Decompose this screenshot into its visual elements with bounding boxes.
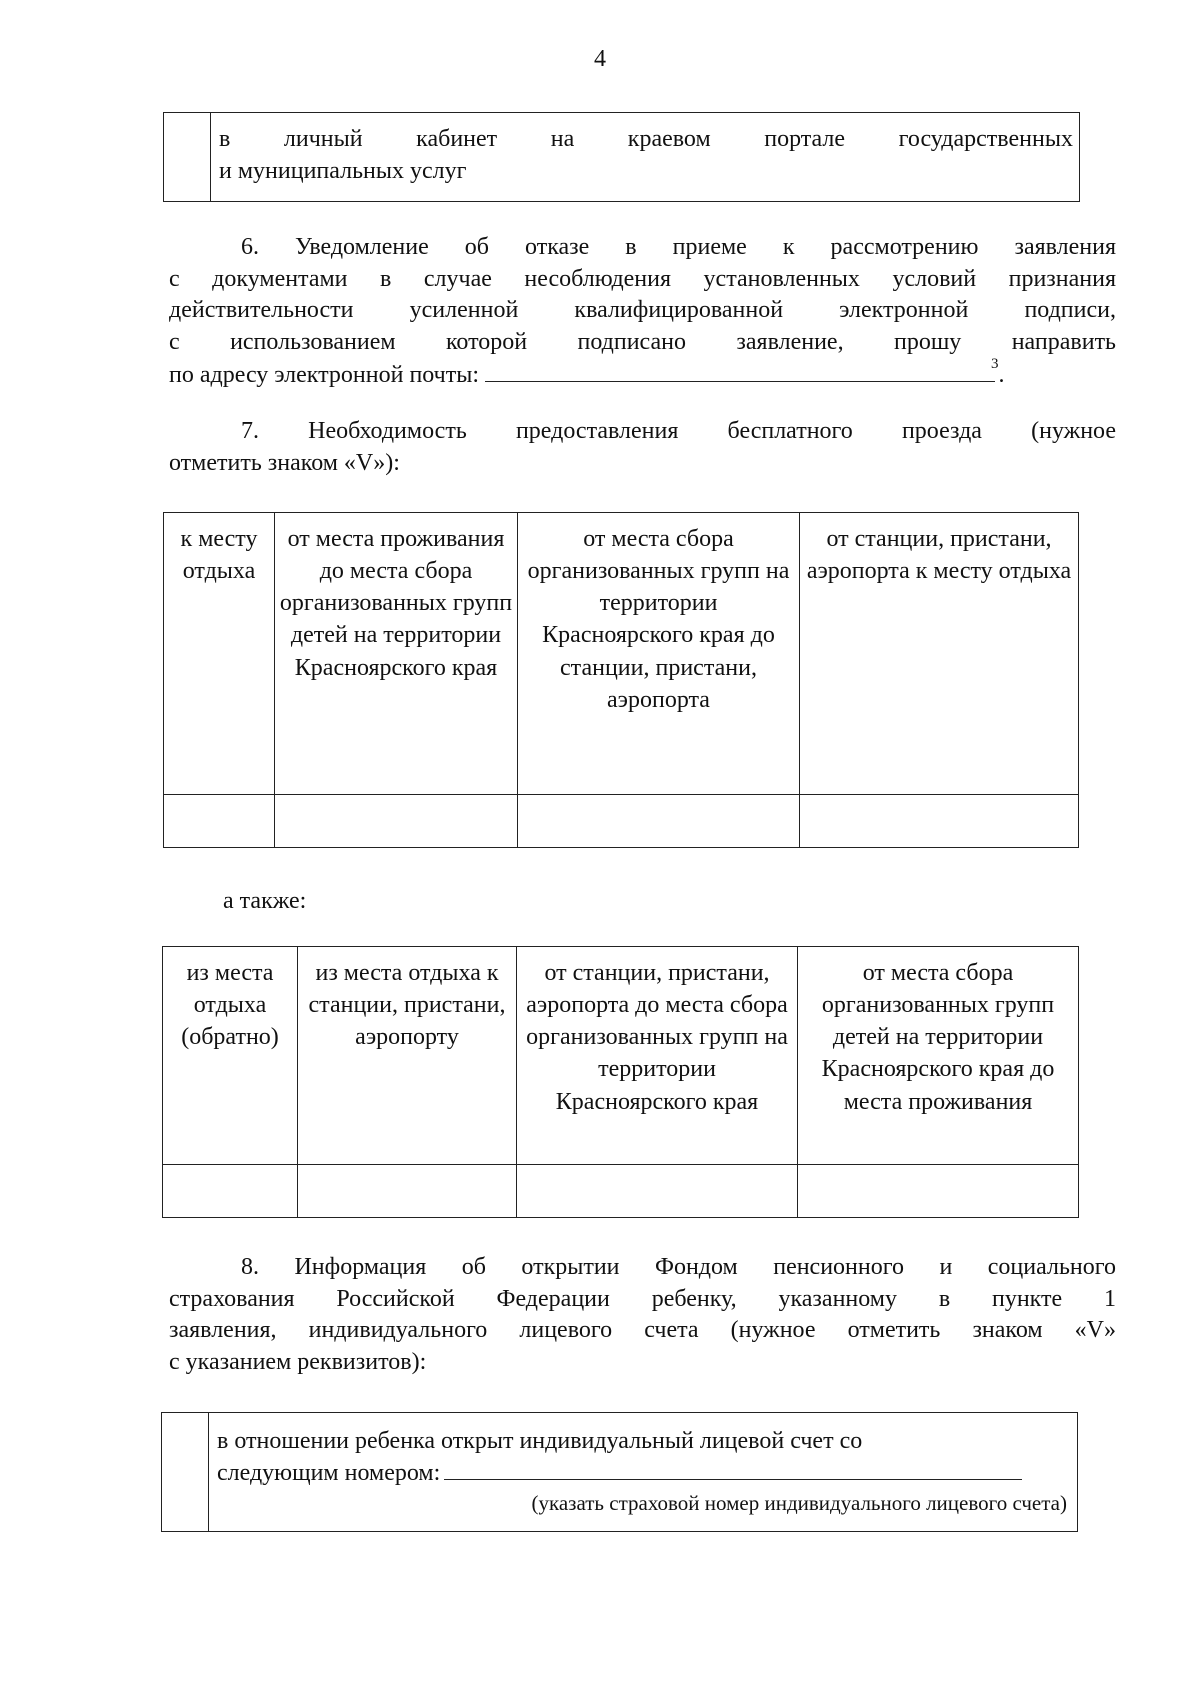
header-rest-to-station: из места отдыха к станции, пристани, аэропорту (298, 947, 517, 1165)
checkbox-station-to-rest-place[interactable] (800, 795, 1079, 848)
checkbox-to-rest-place[interactable] (164, 795, 275, 848)
account-checkbox-cell[interactable] (162, 1413, 209, 1532)
portal-option-line-2: и муниципальных услуг (219, 158, 467, 185)
section-8-line: с указанием реквизитов): (169, 1349, 427, 1376)
section-8-line: 8. Информация об открытии Фондом пенсионного и социального (241, 1254, 1116, 1280)
header-home-to-gathering: от места проживания до места сбора организованных групп детей на территории Красноярского края (275, 513, 518, 795)
travel-to-table (163, 512, 1079, 848)
header-station-to-rest-place: от станции, пристани, аэропорта к месту отдыха (800, 513, 1079, 795)
header-station-to-gathering: от станции, пристани, аэропорта до места сбора организованных групп на территории Красноярского края (517, 947, 798, 1165)
header-to-rest-place: к месту отдыха (164, 513, 275, 795)
page-number: 4 (594, 46, 606, 72)
checkbox-station-to-gathering[interactable] (517, 1165, 798, 1218)
header-gathering-to-home: от места сбора организованных групп детей на территории Красноярского края до места проживания (798, 947, 1079, 1165)
section-7-line: 7. Необходимость предоставления бесплатного проезда (нужное (241, 418, 1116, 444)
checkbox-rest-to-station[interactable] (298, 1165, 517, 1218)
footnote-marker: 3 (991, 355, 999, 372)
also-label: а также: (223, 888, 307, 914)
header-gathering-to-station: от места сбора организованных групп на территории Красноярского края до станции, пристани, аэропорта (518, 513, 800, 795)
checkbox-gathering-to-station[interactable] (518, 795, 800, 848)
account-option-line-1: в отношении ребенка открыт индивидуальный лицевой счет со (217, 1428, 863, 1454)
section-7-line: отметить знаком «V»): (169, 449, 400, 476)
section-6-line: с документами в случае несоблюдения установленных условий признания (169, 265, 1116, 292)
portal-option-table (163, 112, 1080, 202)
account-option-table (161, 1412, 1078, 1532)
account-number-caption: (указать страховой номер индивидуального лицевого счета) (531, 1491, 1067, 1516)
header-from-rest-place: из места отдыха (обратно) (163, 947, 298, 1165)
checkbox-home-to-gathering[interactable] (275, 795, 518, 848)
section-6-paragraph (169, 232, 1116, 391)
portal-option-line-1: в личный кабинет на краевом портале государственных (219, 126, 1073, 152)
section-6-line: действительности усиленной квалифицированной электронной подписи, (169, 297, 1116, 324)
checkbox-gathering-to-home[interactable] (798, 1165, 1079, 1218)
section-8-line: заявления, индивидуального лицевого счета (нужное отметить знаком «V» (169, 1317, 1116, 1344)
account-number-row (217, 1457, 1071, 1489)
account-number-input-line[interactable] (444, 1459, 1022, 1480)
section-6-line: 6. Уведомление об отказе в приеме к рассмотрению заявления (241, 234, 1116, 260)
section-6-line: с использованием которой подписано заявление, прошу направить (169, 329, 1116, 356)
email-row: по адресу электронной почты: $^3$. (169, 355, 1005, 388)
email-label: по адресу электронной почты: (169, 361, 480, 388)
account-option-text (209, 1413, 1078, 1532)
section-7-paragraph (169, 416, 1116, 479)
section-8-paragraph (169, 1252, 1116, 1379)
email-input-line[interactable] (485, 359, 995, 382)
section-8-line: страхования Российской Федерации ребенку, указанному в пункте 1 (169, 1285, 1116, 1312)
account-number-label: следующим номером: (217, 1460, 441, 1487)
travel-back-table (162, 946, 1079, 1218)
checkbox-from-rest-place[interactable] (163, 1165, 298, 1218)
portal-checkbox-cell[interactable] (164, 113, 211, 202)
portal-option-text (211, 113, 1080, 202)
